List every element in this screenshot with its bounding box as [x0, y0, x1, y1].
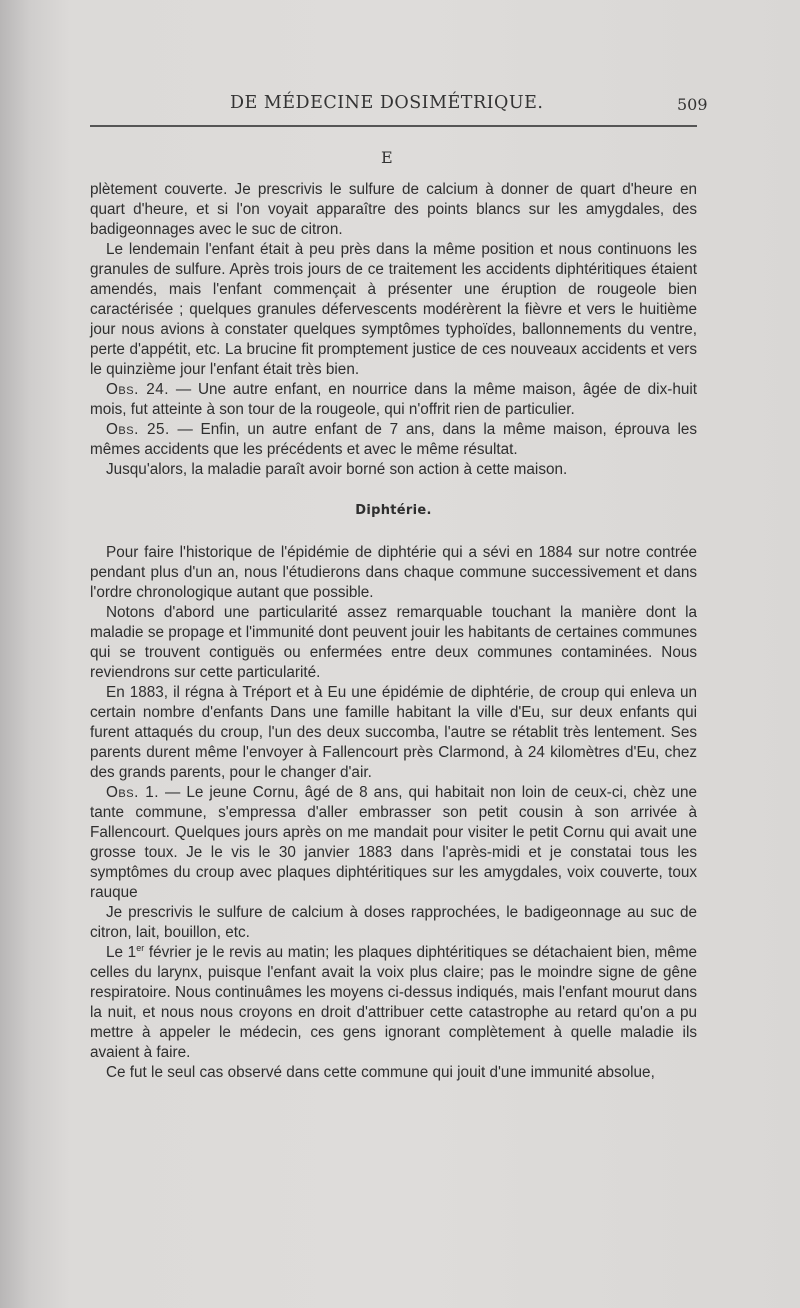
paragraph: Le lendemain l'enfant était à peu près dans la même position et nous continuons les granules de sulfure. Après trois jours de ce traitement les accidents diphtéritiques étaient amendés, mais l'enfant commençait à présenter une éruption de rougeole bien caractérisée ; quelques granules défervescents modérèrent la fièvre et vers le huitième jour nous avions à constater quelques symptômes typhoïdes, ballonnements du ventre, perte d'appétit, etc. La brucine fit promptement justice de ces nouveaux accidents et vers le quinzième jour l'enfant était très bien.: [90, 241, 697, 378]
obs-text: — Une autre enfant, en nourrice dans la même maison, âgée de dix-huit mois, fut atteinte à son tour de la rougeole, qui n'offrit rien de particulier.: [90, 381, 697, 418]
paragraph: Notons d'abord une particularité assez remarquable touchant la manière dont la maladie se propage et l'immunité dont peuvent jouir les habitants de certaines communes qui se trouvent contiguës ou enfermées entre deux communes contaminées. Nous reviendrons sur cette particularité.: [90, 604, 697, 681]
superscript: er: [136, 942, 145, 953]
text-fragment: février je le revis au matin; les plaques diphtéritiques se détachaient bien, même celles du larynx, puisque l'enfant avait la voix plus claire; pas le moindre signe de gêne respiratoire. Nous continuâmes les moyens ci-dessus indiqués, mais l'enfant mourut dans la nuit, et nous nous croyons en droit d'attribuer cette catastrophe au retard qu'on a pu mettre à appeler le médecin, ces gens ignorant complètement à quelle maladie ils avaient à faire.: [90, 944, 697, 1061]
obs-label: Obs. 25.: [106, 421, 170, 438]
paragraph: Pour faire l'historique de l'épidémie de diphtérie qui a sévi en 1884 sur notre contrée pendant plus d'un an, nous l'étudierons dans chaque commune successivement et dans l'ordre chronologique autant que possible.: [90, 544, 697, 601]
paragraph-obs-1: [90, 783, 697, 903]
text-fragment: Le 1: [106, 944, 137, 961]
paragraph: plètement couverte. Je prescrivis le sulfure de calcium à donner de quart d'heure en quart d'heure, et si l'on voyait apparaître des points blancs sur les amygdales, des badigeonnages avec le suc de citron.: [90, 181, 697, 238]
paragraph: En 1883, il régna à Tréport et à Eu une épidémie de diphtérie, de croup qui enleva un certain nombre d'enfants Dans une famille habitant la ville d'Eu, sur deux enfants qui furent attaqués du croup, l'un des deux succomba, l'autre se rétablit très lentement. Ses parents durent même l'envoyer à Fallencourt près Clarmond, à 24 kilomètres d'Eu, chez des grands parents, pour le changer d'air.: [90, 684, 697, 781]
paragraph: Jusqu'alors, la maladie paraît avoir borné son action à cette maison.: [106, 461, 568, 478]
signature-mark: E: [381, 148, 393, 167]
page-body: [90, 180, 697, 1083]
header-rule: [90, 125, 697, 127]
obs-text: — Le jeune Cornu, âgé de 8 ans, qui habitait non loin de ceux-ci, chèz une tante commune, s'empressa d'aller embrasser son petit cousin à son arrivée à Fallencourt. Quelques jours après on me mandait pour visiter le petit Cornu qui avait une grosse toux. Je le vis le 30 janvier 1883 dans l'après-midi et je constatai tous les symptômes du croup avec plaques diphtéritiques sur les amygdales, voix couverte, toux rauque: [90, 784, 697, 901]
paragraph: Je prescrivis le sulfure de calcium à doses rapprochées, le badigeonnage au suc de citron, lait, bouillon, etc.: [90, 904, 697, 941]
paragraph-obs-25: [90, 420, 697, 460]
paragraph-fevrier: [90, 943, 697, 1063]
page-number: 509: [677, 95, 708, 114]
obs-text: — Enfin, un autre enfant de 7 ans, dans la même maison, éprouva les mêmes accidents que les précédents et avec le même résultat.: [90, 421, 698, 458]
paragraph: Ce fut le seul cas observé dans cette commune qui jouit d'une immunité absolue,: [106, 1064, 655, 1081]
obs-label: Obs. 24.: [106, 381, 169, 398]
section-title: Diphtérie.: [355, 503, 432, 518]
paragraph-obs-24: [90, 380, 697, 420]
obs-label: Obs. 1.: [106, 784, 160, 801]
running-title: DE MÉDECINE DOSIMÉTRIQUE.: [230, 93, 544, 113]
